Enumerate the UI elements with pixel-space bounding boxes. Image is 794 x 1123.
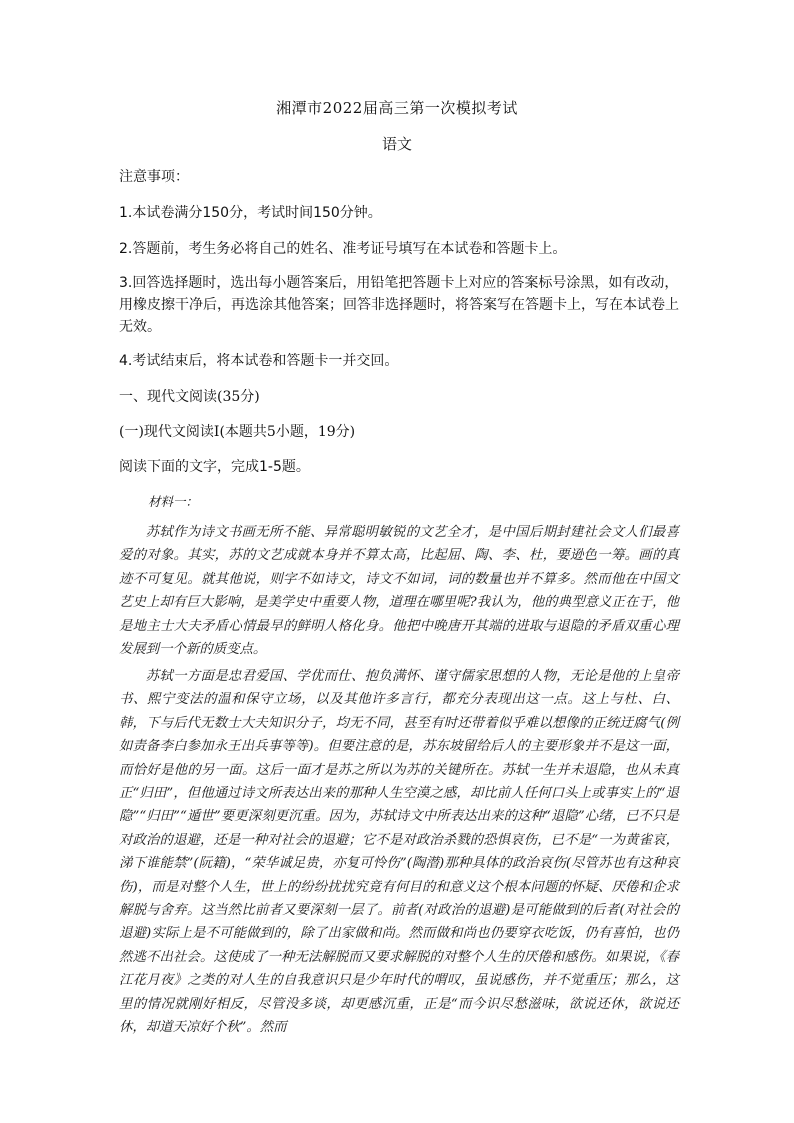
notice-item: 2.答题前，考生务必将自己的姓名、准考证号填写在本试卷和答题卡上。 xyxy=(119,241,567,257)
notice-item: 1.本试卷满分150分，考试时间150分钟。 xyxy=(119,205,382,221)
notice-item: 4.考试结束后，将本试卷和答题卡一并交回。 xyxy=(119,353,399,369)
exam-subject: 语文 xyxy=(381,135,412,153)
material-paragraph: 苏轼作为诗文书画无所不能、异常聪明敏锐的文艺全才，是中国后期封建社会文人们最喜爱的对象。其实，苏的文艺成就本身并不算太高，比起屈、陶、李、杜，要逊色一筹。画的真迹不可复见。就其他说，则字不如诗文，诗文不如词，词的数量也并不算多。然而他在中国文艺史上却有巨大影响，是美学史中重要人物，道理在哪里呢?我认为，他的典型意义正在于，他是地主士大夫矛盾心情最早的鲜明人格化身。他把中晚唐开其端的进取与退隐的矛盾双重心理发展到一个新的质变点。 xyxy=(119,525,679,658)
notice-heading: 注意事项： xyxy=(119,169,189,185)
material-paragraph: 苏轼一方面是忠君爱国、学优而仕、抱负满怀、谨守儒家思想的人物，无论是他的上皇帝书、熙宁变法的温和保守立场，以及其他许多言行，都充分表现出这一点。这上与杜、白、韩，下与后代无数士大夫知识分子，均无不同，甚至有时还带着似乎难以想像的正统迂腐气(例如责备李白参加永王出兵事等等)。但要注意的是，苏东坡留给后人的主要形象并不是这一面，而恰好是他的另一面。这后一面才是苏之所以为苏的关键所在。苏轼一生并未退隐，也从未真正“归田”，但他通过诗文所表达出来的那种人生空漠之感，却比前人任何口头上或事实上的“退隐”“归田”“遁世”要更深刻更沉重。因为，苏轼诗文中所表达出来的这种“退隐”心绪，已不只是对政治的退避，还是一种对社会的退避；它不是对政治杀戮的恐惧哀伤，已不是“一为黄雀哀，涕下谁能禁”(阮籍)，“荣华诚足贵，亦复可怜伤”(陶潜)那种具体的政治哀伤(尽管苏也有这种哀伤)，而是对整个人生，世上的纷纷扰扰究竟有何目的和意义这个根本问题的怀疑、厌倦和企求解脱与舍弃。这当然比前者又要深刻一层了。前者(对政治的退避)是可能做到的后者(对社会的退避)实际上是不可能做到的，除了出家做和尚。然而做和尚也仍要穿衣吃饭，仍有喜怕，也仍然逃不出社会。这使成了一种无法解脱而又要求解脱的对整个人生的厌倦和感伤。如果说，《春江花月夜》之类的对人生的自我意识只是少年时代的喟叹，虽说感伤，并不觉重压；那么，这里的情况就刚好相反，尽管没多谈，却更感沉重，正是“而今识尽愁滋味，欲说还休，欲说还休，却道天凉好个秋”。然而 xyxy=(119,669,679,1036)
exam-title: 湘潭市2022届高三第一次模拟考试 xyxy=(276,99,518,117)
reading-instruction: 阅读下面的文字，完成1-5题。 xyxy=(119,459,310,475)
section-heading: 一、现代文阅读(35分) xyxy=(119,389,260,405)
material-label: 材料一： xyxy=(148,494,199,509)
section-subheading: (一)现代文阅读Ⅰ(本题共5小题，19分) xyxy=(119,424,356,440)
notice-item: 3.回答选择题时，选出每小题答案后，用铅笔把答题卡上对应的答案标号涂黑，如有改动，用橡皮擦干净后，再选涂其他答案；回答非选择题时，将答案写在答题卡上，写在本试卷上无效。 xyxy=(119,275,679,335)
